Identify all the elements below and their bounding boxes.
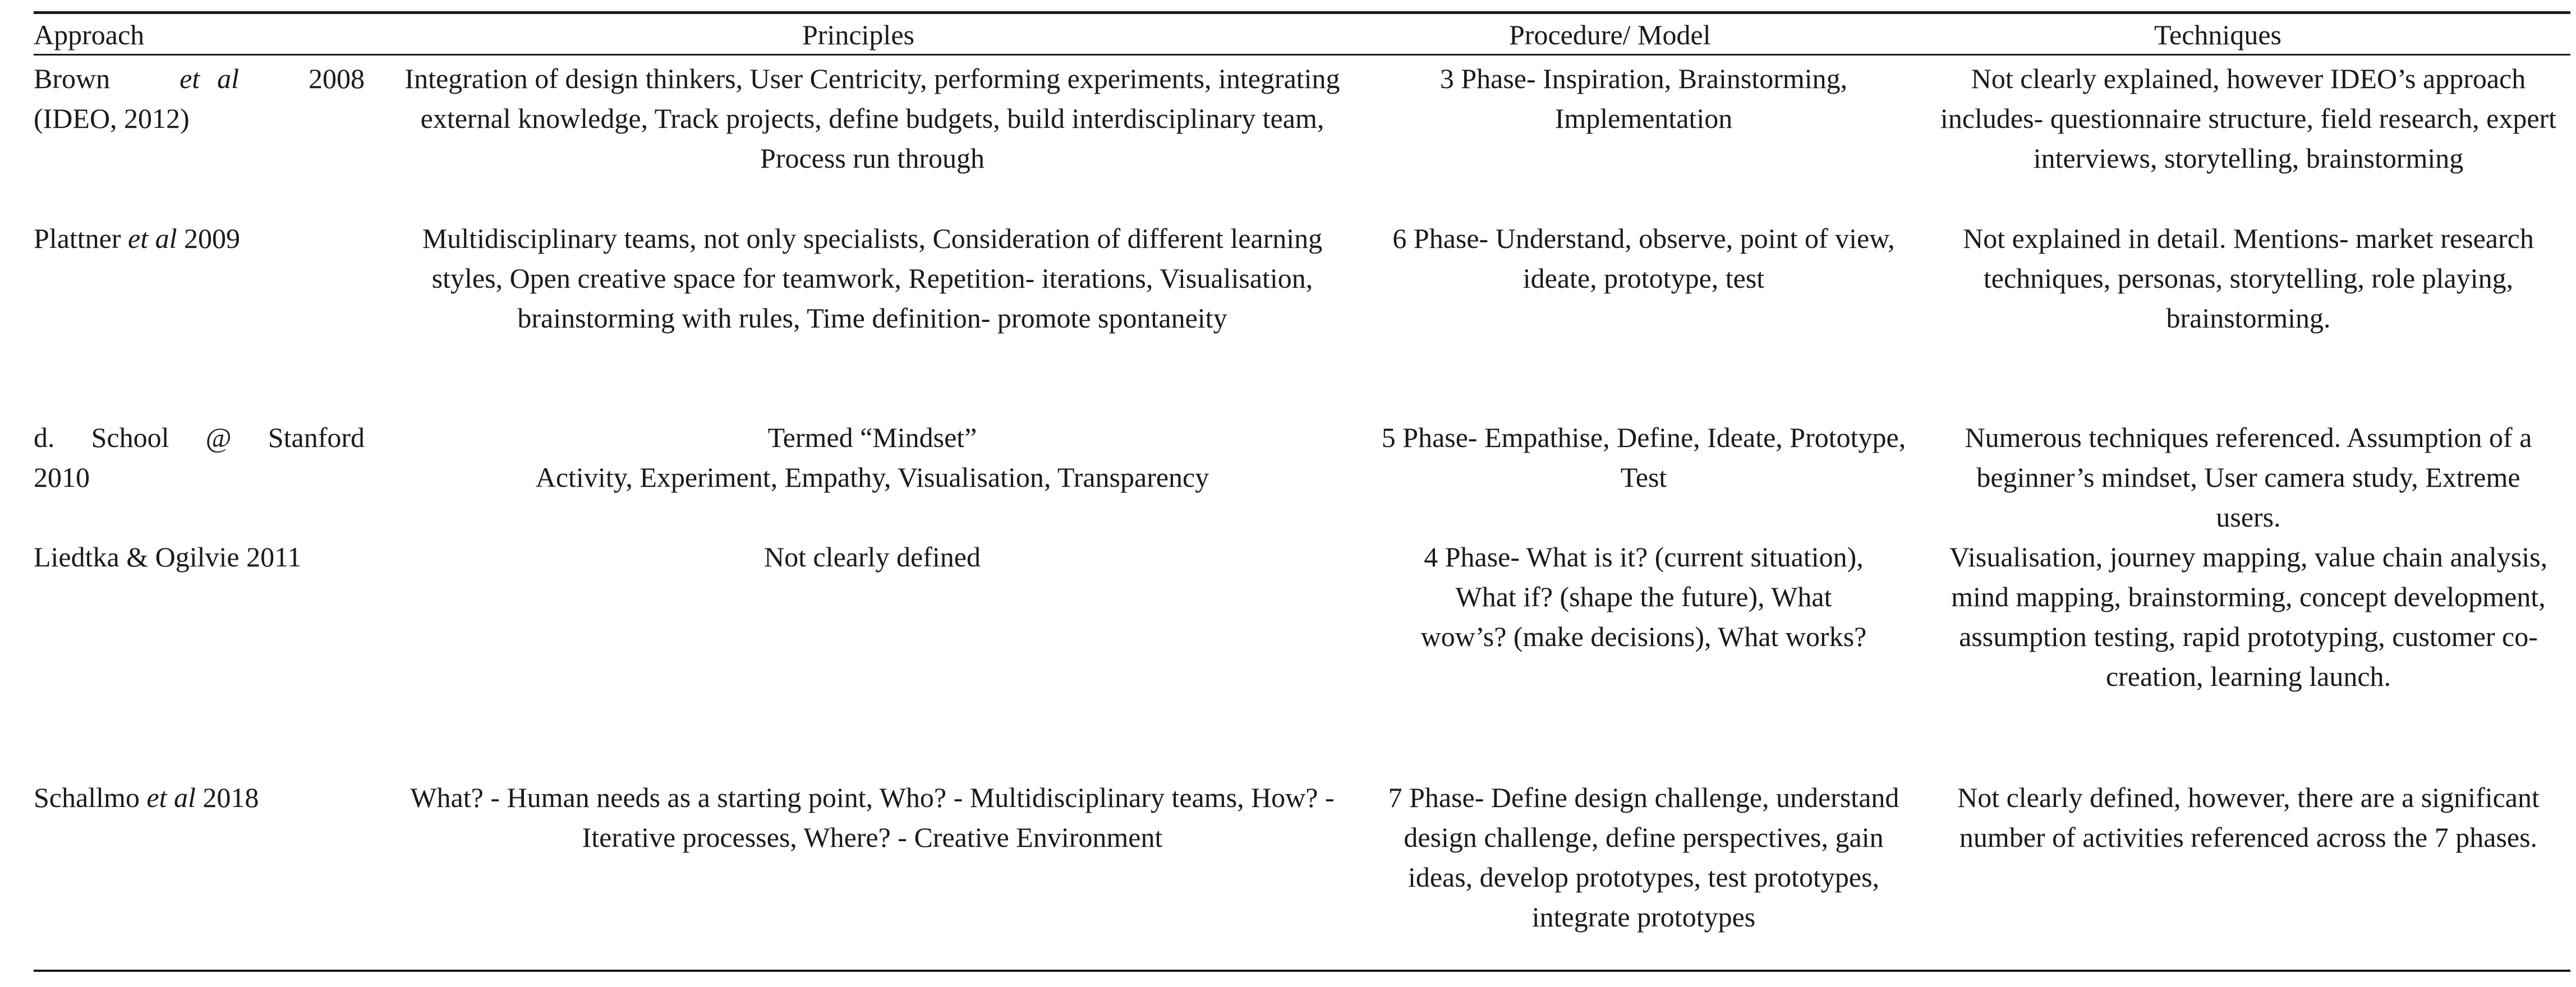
table-row-procedure: 3 Phase- Inspiration, Brainstorming, Implementation: [1439, 63, 1848, 134]
table-row-approach: Brown et al 2008 (IDEO, 2012): [34, 63, 365, 134]
table-row-procedure: 6 Phase- Understand, observe, point of view, ideate, prototype, test: [1392, 223, 1895, 294]
header-approach: Approach: [34, 19, 145, 50]
table-row-procedure: 5 Phase- Empathise, Define, Ideate, Prototype, Test: [1381, 422, 1906, 493]
table-row-techniques: Not explained in detail. Mentions- market research techniques, personas, storytelling, role playing, brainstorming.: [1963, 223, 2534, 334]
table-row-principles: What? - Human needs as a starting point, Who? - Multidisciplinary teams, How? - Iterative processes, Where? - Creative Environment: [410, 782, 1335, 853]
table-row-approach: Plattner et al 2009: [34, 223, 241, 254]
header-principles: Principles: [802, 19, 914, 50]
table-row-principles: Integration of design thinkers, User Centricity, performing experiments, integrating external knowledge, Track projects, define budgets, build interdisciplinary team, Process run through: [404, 63, 1340, 174]
table-row-approach: Schallmo et al 2018: [34, 782, 259, 813]
header-rule: [34, 54, 2570, 56]
table-row-approach: Liedtka & Ogilvie 2011: [34, 541, 302, 573]
table-row-principles: Multidisciplinary teams, not only specialists, Consideration of different learning styles, Open creative space for teamwork, Repetition- iterations, Visualisation, brainstorming with rules, Time definition- promote spontaneity: [422, 223, 1323, 334]
table-bottom-rule: [34, 970, 2570, 972]
header-techniques: Techniques: [2154, 19, 2281, 50]
header-procedure: Procedure/ Model: [1509, 19, 1711, 50]
table-row-techniques: Visualisation, journey mapping, value chain analysis, mind mapping, brainstorming, concept development, assumption testing, rapid prototyping, customer co-creation, learning launch.: [1949, 541, 2548, 692]
table-row-approach: d. School @ Stanford 2010: [34, 422, 365, 493]
table-row-techniques: Not clearly explained, however IDEO’s approach includes- questionnaire structure, field research, expert interviews, storytelling, brainstorming: [1940, 63, 2557, 174]
principles-text: Activity, Experiment, Empathy, Visualisation, Transparency: [535, 462, 1209, 493]
table-row-principles: [390, 418, 1355, 497]
table-top-rule: [34, 11, 2570, 14]
table-row-procedure: 4 Phase- What is it? (current situation), What if? (shape the future), What wow’s? (make decisions), What works?: [1420, 541, 1867, 652]
table-row-procedure: 7 Phase- Define design challenge, understand design challenge, define perspectives, gain ideas, develop prototypes, test prototypes, integrate prototypes: [1388, 782, 1899, 933]
principles-title: Termed “Mindset”: [767, 422, 977, 453]
table-row-principles: Not clearly defined: [764, 541, 981, 573]
table-row-techniques: Numerous techniques referenced. Assumption of a beginner’s mindset, User camera study, Extreme users.: [1965, 422, 2532, 533]
table-row-techniques: Not clearly defined, however, there are a significant number of activities referenced across the 7 phases.: [1957, 782, 2540, 853]
